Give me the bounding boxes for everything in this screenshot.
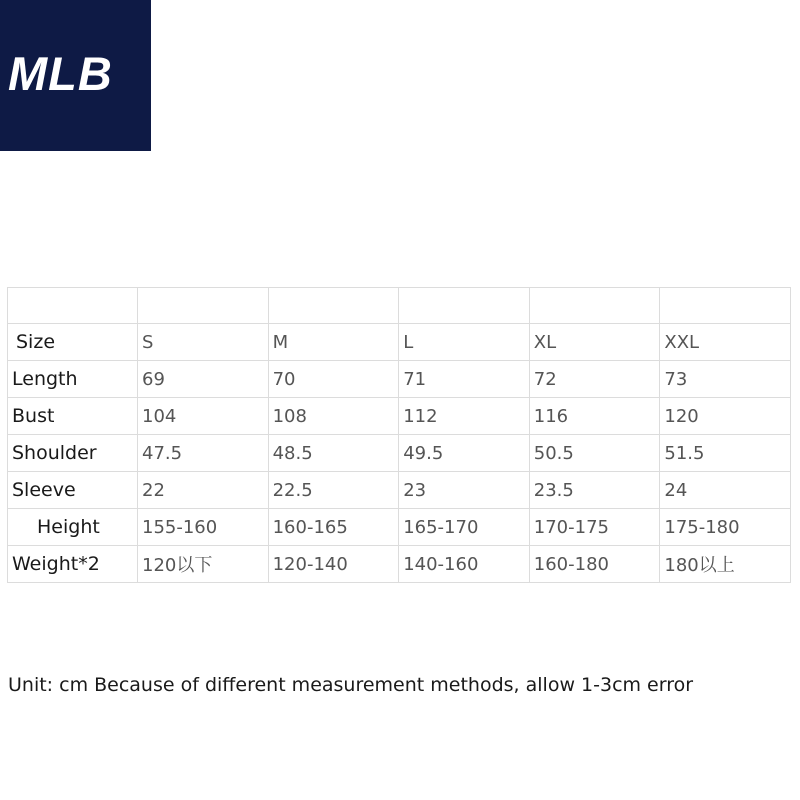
table-cell: XXL — [660, 324, 791, 361]
size-chart-table — [7, 287, 791, 583]
row-label-height: Height — [8, 509, 138, 546]
row-label-length: Length — [8, 361, 138, 398]
table-cell: 155-160 — [138, 509, 269, 546]
table-cell: 72 — [529, 361, 660, 398]
table-cell: 23 — [399, 472, 530, 509]
table-cell — [399, 288, 530, 324]
table-cell: 69 — [138, 361, 269, 398]
table-cell — [138, 288, 269, 324]
table-row-bust — [8, 398, 791, 435]
table-cell: 70 — [268, 361, 399, 398]
table-cell: 175-180 — [660, 509, 791, 546]
table-cell: 120-140 — [268, 546, 399, 583]
table-cell: 22.5 — [268, 472, 399, 509]
table-cell — [529, 288, 660, 324]
row-label-bust: Bust — [8, 398, 138, 435]
table-cell — [268, 288, 399, 324]
row-label-sleeve: Sleeve — [8, 472, 138, 509]
table-cell: 180以上 — [660, 546, 791, 583]
table-row-length — [8, 361, 791, 398]
table-cell: 108 — [268, 398, 399, 435]
table-cell — [660, 288, 791, 324]
table-cell: 24 — [660, 472, 791, 509]
logo-text: MLB — [8, 47, 113, 100]
table-cell: M — [268, 324, 399, 361]
row-label-size: Size — [8, 324, 138, 361]
table-row-size — [8, 324, 791, 361]
table-header-row-blank — [8, 288, 791, 324]
table-cell: 120以下 — [138, 546, 269, 583]
table-cell — [8, 288, 138, 324]
table-cell: L — [399, 324, 530, 361]
table-cell: 160-165 — [268, 509, 399, 546]
table-row-weight — [8, 546, 791, 583]
table-cell: 165-170 — [399, 509, 530, 546]
table-cell: 160-180 — [529, 546, 660, 583]
mlb-logo — [0, 0, 151, 151]
table-cell: 48.5 — [268, 435, 399, 472]
row-label-weight: Weight*2 — [8, 546, 138, 583]
table-row-sleeve — [8, 472, 791, 509]
table-cell: 49.5 — [399, 435, 530, 472]
table-cell: 120 — [660, 398, 791, 435]
table-cell: 71 — [399, 361, 530, 398]
table-cell: 51.5 — [660, 435, 791, 472]
table-row-height — [8, 509, 791, 546]
table-cell: 112 — [399, 398, 530, 435]
measurement-note: Unit: cm Because of different measurement methods, allow 1-3cm error — [8, 674, 694, 696]
table-cell: 116 — [529, 398, 660, 435]
table-cell: 104 — [138, 398, 269, 435]
table-cell: 50.5 — [529, 435, 660, 472]
table-cell: 140-160 — [399, 546, 530, 583]
table-cell: 47.5 — [138, 435, 269, 472]
table-cell: 73 — [660, 361, 791, 398]
table-cell: S — [138, 324, 269, 361]
table-cell: 23.5 — [529, 472, 660, 509]
table-cell: 170-175 — [529, 509, 660, 546]
table-cell: 22 — [138, 472, 269, 509]
table-cell: XL — [529, 324, 660, 361]
row-label-shoulder: Shoulder — [8, 435, 138, 472]
table-row-shoulder — [8, 435, 791, 472]
